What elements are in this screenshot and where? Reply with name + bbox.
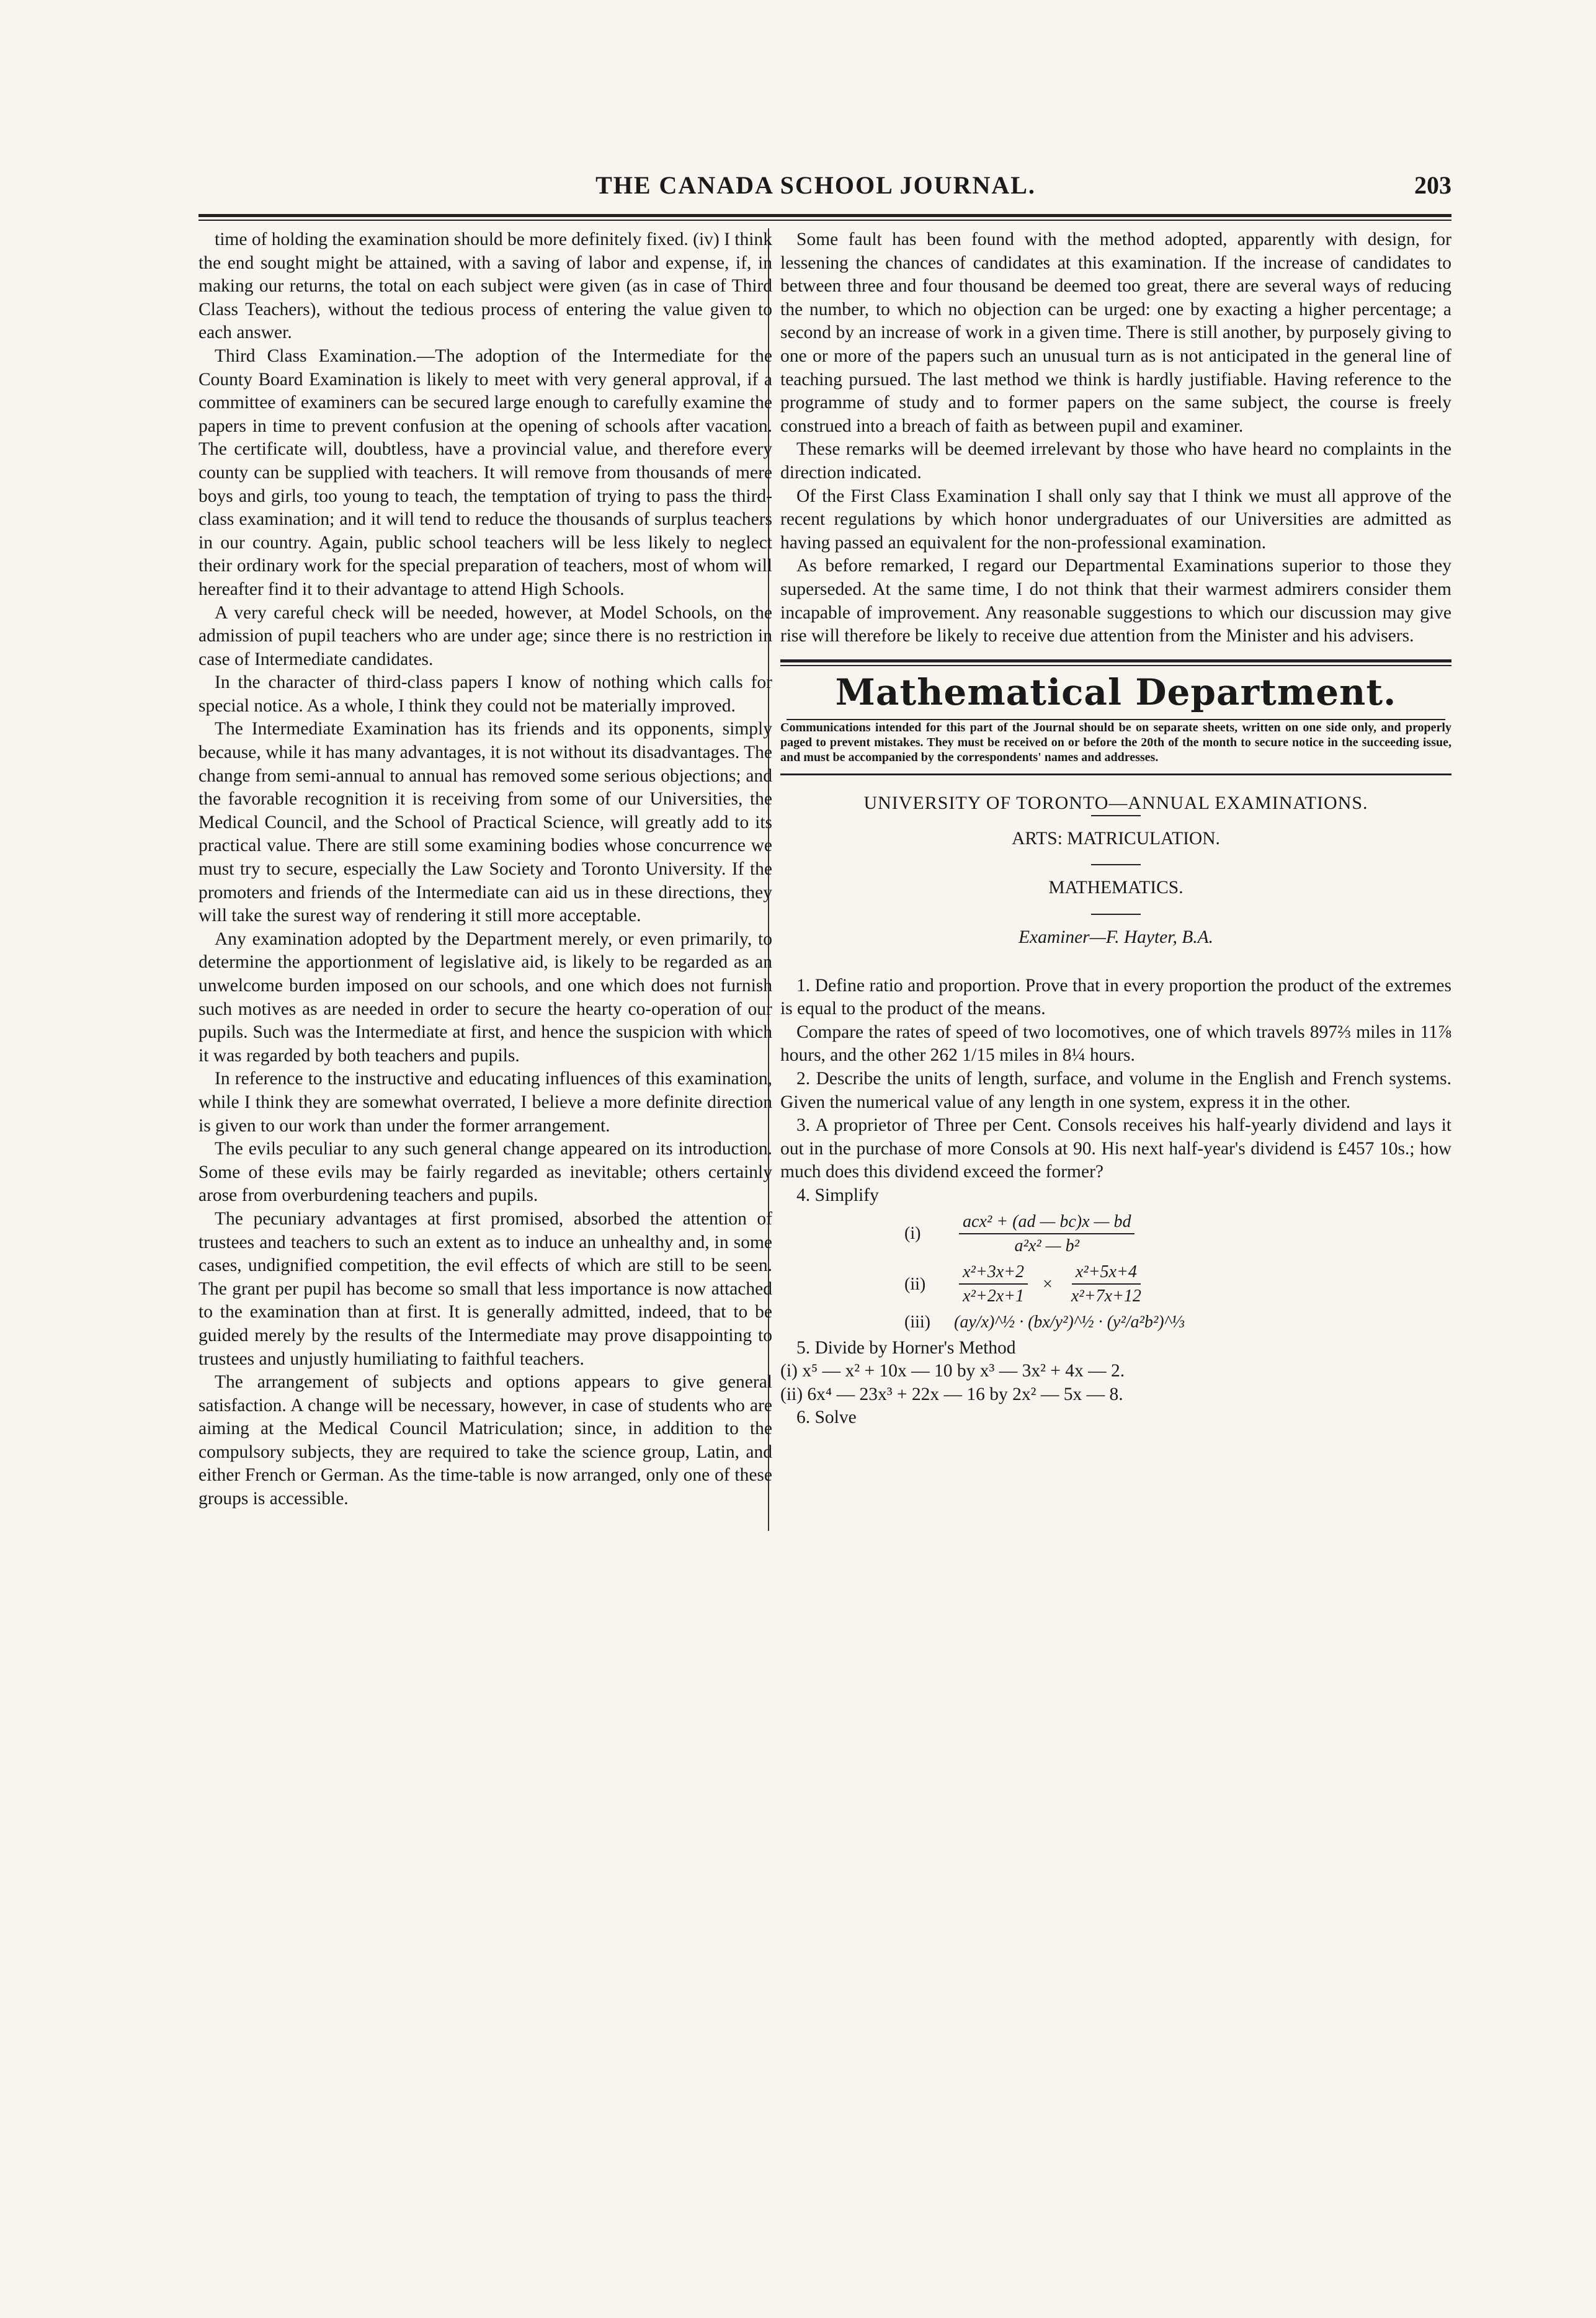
exam-subject: MATHEMATICS. — [1048, 878, 1184, 898]
paragraph: In reference to the instructive and educating influences of this examination, while I think they are somewhat overrated, I believe a more definite direction is given to our work than under the former arrangement. — [198, 1069, 772, 1136]
paragraph: The evils peculiar to any such general change appeared on its introduction. Some of these evils may be fairly regarded as inevitable; others certainly arose from overburdening teachers and pupils. — [198, 1139, 772, 1206]
question-2: 2. Describe the units of length, surface, and volume in the English and French systems. Given the numerical value of any length in one system, express it in the other. — [780, 1069, 1451, 1112]
fraction: $\frac{\text{acx² + (ad — bc)x — bd}}{\text{a²x² — b²}}$ — [959, 1210, 1135, 1258]
question-5-i: (i) x⁵ — x² + 10x — 10 by x³ — 3x² + 4x — 2. — [780, 1361, 1125, 1381]
examiner-name: Examiner—F. Hayter, B.A. — [1018, 927, 1214, 948]
short-rule — [1091, 815, 1141, 816]
paragraph: The arrangement of subjects and options appears to give general satisfaction. A change will be necessary, however, in case of students who are aiming at the Medical Council Matriculation; since, in addition to the compulsory subjects, they are required to take the science group, Latin, and either French or German. As the time-table is now arranged, only one of these groups is accessible. — [198, 1372, 772, 1509]
left-column — [198, 228, 772, 1511]
question-1: 1. Define ratio and proportion. Prove that in every proportion the product of the extremes is equal to the product of the means. — [780, 975, 1451, 1019]
paragraph: Any examination adopted by the Department merely, or even primarily, to determine the apportionment of legislative aid, is likely to be regarded as an unwelcome burden imposed on our schools, and one which does not furnish such motives as are needed in order to secure the hearty co-operation of our pupils. Such was the Intermediate at first, and hence the suspicion with which it was regarded by both teachers and pupils. — [198, 929, 772, 1066]
paragraph: A very careful check will be needed, however, at Model Schools, on the admission of pupil teachers who are under age; since there is no restriction in case of Intermediate candidates. — [198, 602, 772, 669]
contributor-notice: Communications intended for this part of the Journal should be on separate sheets, written on one side only, and properly paged to prevent mistakes. They must be received on or before the 20th of the month to secure notice in the succeeding issue, and must be accompanied by the correspondents' names and addresses. — [780, 721, 1451, 765]
paragraph: Of the First Class Examination I shall only say that I think we must all approve of the recent regulations by which honor undergraduates of our Universities are admitted as having passed an equivalent for the non-professional examination. — [780, 486, 1451, 553]
paragraph: Third Class Examination.—The adoption of the Intermediate for the County Board Examination is likely to meet with very general approval, if a committee of examiners can be secured large enough to carefully examine the papers in time to prevent confusion at the opening of schools after vacation. The certificate will, doubtless, have a provincial value, and therefore every county can be supplied with teachers. It will remove from thousands of mere boys and girls, too young to teach, the temptation of trying to pass the third-class examination; and it will tend to reduce the thousands of surplus teachers in our country. Again, public school teachers will be less likely to neglect their ordinary work for the special preparation of teachers, most of whom will hereafter find it to their advantage to attend High Schools. — [198, 345, 772, 599]
header-rule-thin — [198, 220, 1451, 221]
exam-subheading: ARTS: MATRICULATION. — [1012, 828, 1220, 849]
journal-title: THE CANADA SCHOOL JOURNAL. — [595, 171, 1036, 199]
paragraph: As before remarked, I regard our Departmental Examinations superior to those they superseded. At the same time, I do not think that their warmest admirers consider them incapable of improvement. Any reasonable suggestions to which our discussion may give rise will therefore be likely to receive due attention from the Minister and his advisers. — [780, 556, 1451, 646]
expression-label: (iii) — [904, 1312, 930, 1332]
expression-i — [904, 1210, 1451, 1258]
question-1-part-b: Compare the rates of speed of two locomotives, one of which travels 897⅔ miles in 11⅞ hours, and the other 262 1/15 miles in 8¼ hours. — [780, 1022, 1451, 1066]
radical-expression: (ay/x)^½ · (bx/y²)^½ · (y²/a²b²)^⅓ — [954, 1312, 1185, 1332]
section-divider — [780, 659, 1451, 666]
page-header — [180, 171, 1451, 208]
question-3: 3. A proprietor of Three per Cent. Consols receives his half-yearly dividend and lays it out in the purchase of more Consols at 90. His next half-year's dividend is £457 10s.; how much does this dividend exceed the former? — [780, 1115, 1451, 1182]
expression-label: (i) — [904, 1224, 921, 1244]
fraction: $\frac{\text{x²+5x+4}}{\text{x²+7x+12}}$ — [1068, 1260, 1145, 1308]
notice-divider — [780, 773, 1451, 775]
expression-iii — [904, 1311, 1451, 1334]
question-5-ii: (ii) 6x⁴ — 23x³ + 22x — 16 by 2x² — 5x — 8. — [780, 1384, 1123, 1404]
question-4-label: 4. Simplify — [796, 1185, 879, 1205]
expression-ii — [904, 1260, 1451, 1308]
short-rule — [1091, 864, 1141, 865]
paragraph: In the character of third-class papers I know of nothing which calls for special notice. As a whole, I think they could not be materially improved. — [198, 672, 772, 716]
right-column — [780, 228, 1451, 1430]
paragraph: These remarks will be deemed irrelevant by those who have heard no complaints in the direction indicated. — [780, 439, 1451, 483]
fraction: $\frac{\text{x²+3x+2}}{\text{x²+2x+1}}$ — [959, 1260, 1028, 1308]
paragraph: The Intermediate Examination has its friends and its opponents, simply because, while it has many advantages, it is not without its disadvantages. The change from semi-annual to annual has removed some serious objections; and the favorable recognition it is receiving from some of our Universities, the Medical Council, and the School of Practical Science, will greatly add to its practical value. There are still some examining bodies whose concurrence we must try to secure, especially the Law Society and Toronto University. If the promoters and friends of the Intermediate can aid us in these directions, they will take the surest way of rendering it still more acceptable. — [198, 719, 772, 926]
header-rule-thick — [198, 214, 1451, 217]
paragraph: The pecuniary advantages at first promised, absorbed the attention of trustees and teachers to such an extent as to induce an unhealthy and, in some cases, undignified competition, the evil effects of which are still to be seen. The grant per pupil has become so small that less importance is now attached to the examination than at first. It is generally admitted, indeed, that to be guided merely by the results of the Intermediate may prove disappointing to trustees and unjustly humiliating to faithful teachers. — [198, 1208, 772, 1369]
page-number: 203 — [1414, 171, 1451, 199]
question-5-label: 5. Divide by Horner's Method — [796, 1337, 1016, 1358]
department-title: Mathematical Department. — [835, 671, 1397, 713]
exam-heading: UNIVERSITY OF TORONTO—ANNUAL EXAMINATIONS. — [863, 793, 1368, 814]
paragraph: Some fault has been found with the method adopted, apparently with design, for lessening the chances of candidates at this examination. If the increase of candidates to between three and four thousand be deemed too great, there are several ways of reducing the number, to which no objection can be urged: one by exacting a higher percentage; a second by an increase of work in a given time. There is still another, by purposely giving to one or more of the papers such an unusual turn as is not anticipated in the general line of teaching pursued. The last method we think is hardly justifiable. Having reference to the programme of study and to former papers on the same subject, the course is freely construed into a breach of faith as between pupil and examiner. — [780, 230, 1451, 436]
question-6-label: 6. Solve — [796, 1407, 857, 1428]
short-rule — [1091, 914, 1141, 915]
paragraph: time of holding the examination should be more definitely fixed. (iv) I think the end sought might be attained, with a saving of labor and expense, if, in making our returns, the total on each subject were given (as in case of Third Class Teachers), without the tedious process of entering the value given to each answer. — [198, 230, 772, 343]
times-operator: × — [1043, 1274, 1053, 1294]
expression-label: (ii) — [904, 1274, 926, 1294]
